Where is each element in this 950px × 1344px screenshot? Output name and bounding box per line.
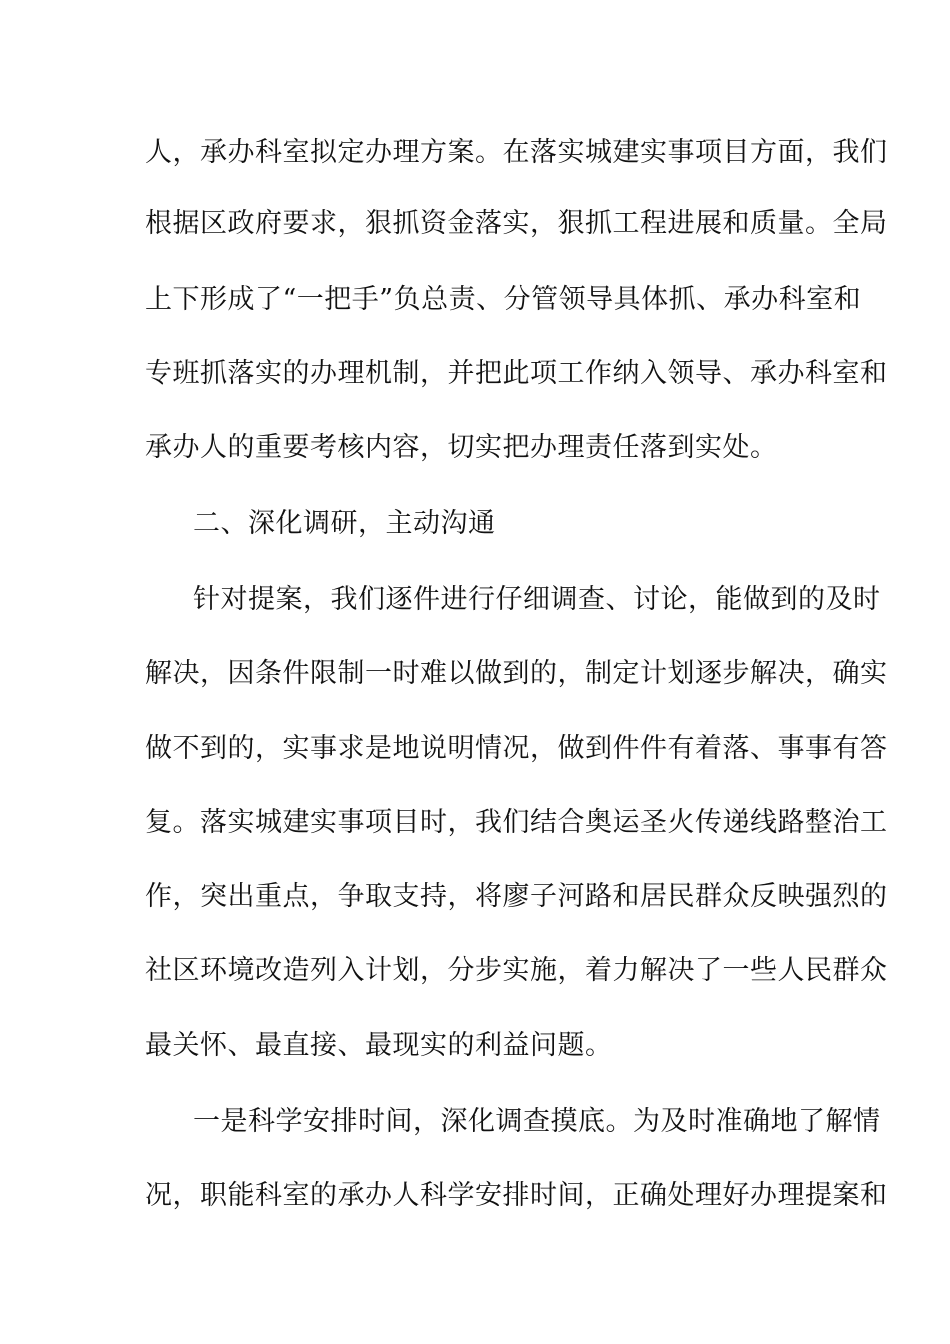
paragraph-line: 上下形成了“一把手”负总责、分管领导具体抓、承办科室和	[145, 284, 862, 315]
paragraph-line: 社区环境改造列入计划，分步实施，着力解决了一些人民群众	[145, 955, 888, 986]
paragraph-line: 承办人的重要考核内容，切实把办理责任落到实处。	[145, 432, 778, 463]
paragraph-line: 最关怀、最直接、最现实的利益问题。	[145, 1030, 613, 1061]
paragraph-line: 一是科学安排时间，深化调查摸底。为及时准确地了解情	[193, 1106, 881, 1137]
paragraph-line: 况，职能科室的承办人科学安排时间，正确处理好办理提案和	[145, 1180, 888, 1211]
paragraph-line: 人，承办科室拟定办理方案。在落实城建实事项目方面，我们	[145, 137, 888, 168]
paragraph-line: 复。落实城建实事项目时，我们结合奥运圣火传递线路整治工	[145, 807, 888, 838]
paragraph-line: 解决，因条件限制一时难以做到的，制定计划逐步解决，确实	[145, 658, 888, 689]
paragraph-line: 专班抓落实的办理机制，并把此项工作纳入领导、承办科室和	[145, 358, 888, 389]
paragraph-line: 做不到的，实事求是地说明情况，做到件件有着落、事事有答	[145, 733, 888, 764]
paragraph-line: 根据区政府要求，狠抓资金落实，狠抓工程进展和质量。全局	[145, 208, 888, 239]
paragraph-line: 作，突出重点，争取支持，将廖子河路和居民群众反映强烈的	[145, 881, 888, 912]
section-heading: 二、深化调研，主动沟通	[193, 508, 496, 539]
paragraph-line: 针对提案，我们逐件进行仔细调查、讨论，能做到的及时	[193, 584, 881, 615]
